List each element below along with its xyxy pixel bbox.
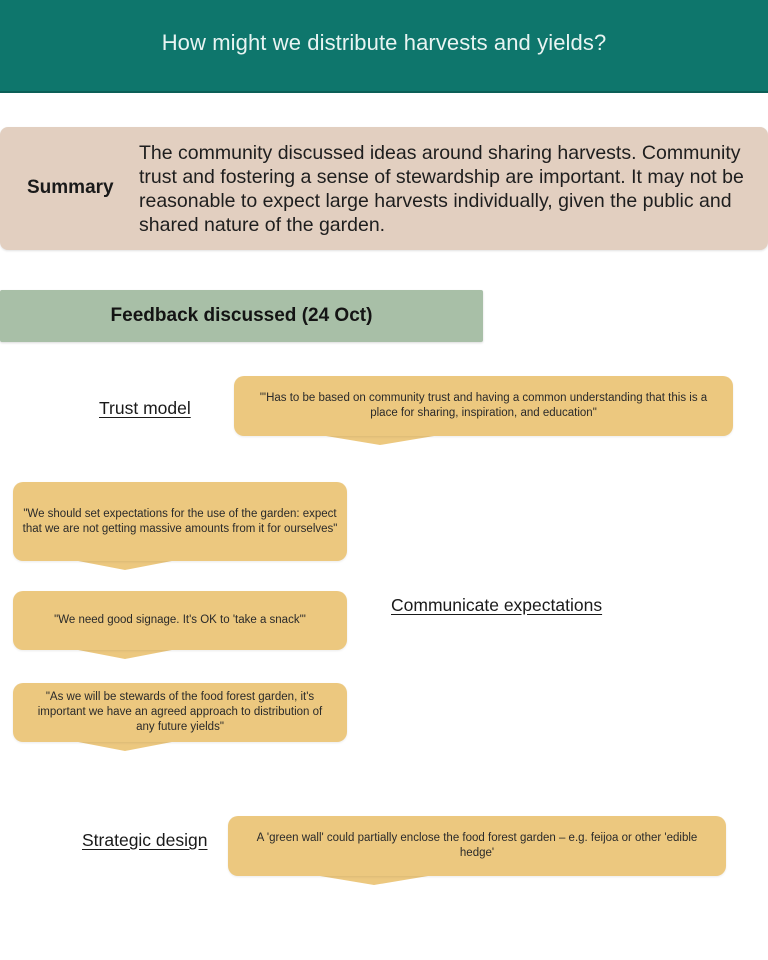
bubble-pointer	[314, 875, 434, 885]
bubble-pointer	[73, 741, 177, 751]
feedback-section-header	[0, 290, 483, 342]
comment-bubble	[13, 683, 347, 742]
topic-communicate-expectations: Communicate expectations	[391, 595, 603, 615]
page-title: How might we distribute harvests and yields?	[161, 29, 607, 55]
comment-text: "'Has to be based on community trust and having a common understanding that this is a place for sharing, inspiration, and education"	[234, 376, 733, 436]
comment-bubble	[13, 482, 347, 561]
bubble-pointer	[73, 560, 177, 570]
summary-text: The community discussed ideas around sharing harvests. Community trust and fostering a sense of stewardship are important. It may not be reasonable to expect large harvests individually, given the public and shared nature of the garden.	[139, 142, 744, 236]
summary-label: Summary	[27, 177, 114, 198]
bubble-pointer	[73, 649, 177, 659]
comment-bubble	[234, 376, 733, 436]
comment-text: A 'green wall' could partially enclose the food forest garden – e.g. feijoa or other 'edible hedge'	[228, 816, 726, 876]
comment-text: "We need good signage. It's OK to 'take a snack'"	[13, 591, 347, 650]
bubble-pointer	[320, 435, 440, 445]
summary-box	[0, 127, 768, 250]
comment-bubble	[228, 816, 726, 876]
comment-text: "As we will be stewards of the food forest garden, it's important we have an agreed approach to distribution of any future yields"	[13, 683, 347, 742]
feedback-section-title: Feedback discussed (24 Oct)	[110, 305, 373, 326]
topic-strategic-design: Strategic design	[82, 830, 208, 850]
topic-trust-model: Trust model	[99, 398, 191, 418]
comment-text: "We should set expectations for the use of the garden: expect that we are not getting massive amounts from it for ourselves"	[13, 482, 347, 561]
comment-bubble	[13, 591, 347, 650]
page-header	[0, 0, 768, 93]
